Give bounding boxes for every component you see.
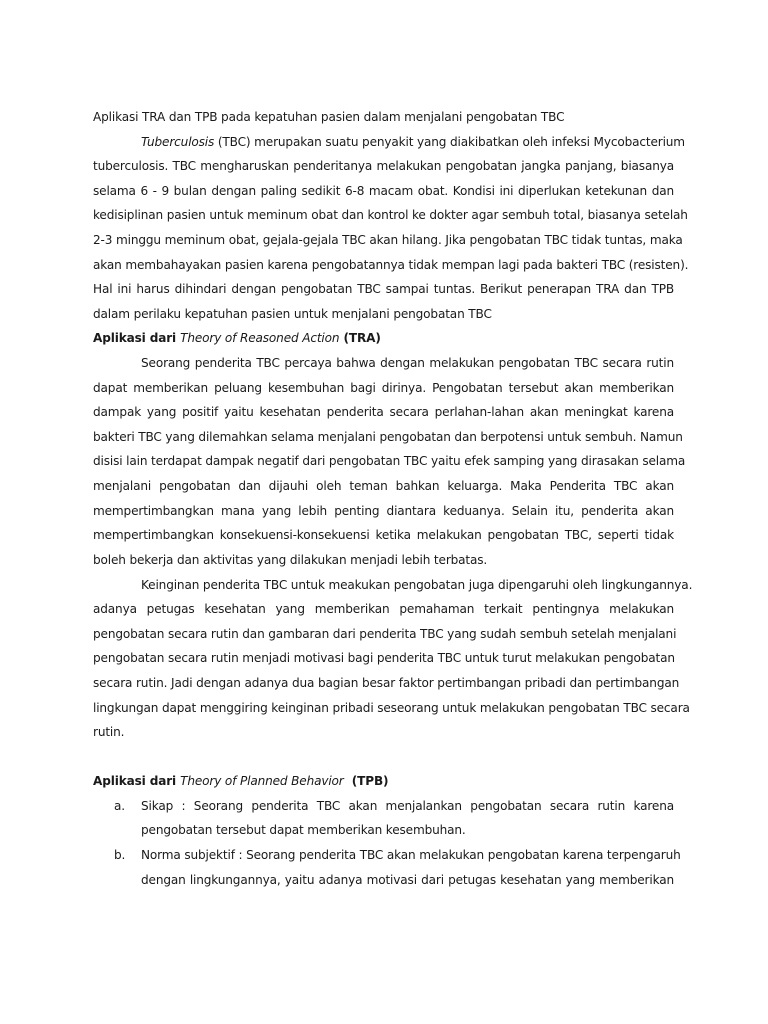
intro-italic-term: Tuberculosis [141,135,215,149]
tra-para2-line: lingkungan dapat menggiring keinginan pribadi seseorang untuk melakukan pengobatan TBC secara [93,701,690,715]
list-item-line: dengan lingkungannya, yaitu adanya motivasi dari petugas kesehatan yang memberikan [141,873,674,887]
intro-line: akan membahayakan pasien karena pengobatannya tidak mempan lagi pada bakteri TBC (resisten). [93,258,689,272]
tra-para1-line: dampak yang positif yaitu kesehatan penderita secara perlahan-lahan akan meningkat karena [93,405,674,419]
tra-para2-line: rutin. [93,725,125,739]
tra-heading-italic: Theory of Reasoned Action [180,331,340,345]
intro-line-rest: (TBC) merupakan suatu penyakit yang diakibatkan oleh infeksi Mycobacterium [214,135,685,149]
list-item-line: Sikap : Seorang penderita TBC akan menjalankan pengobatan secara rutin karena [141,799,674,813]
intro-line: kedisiplinan pasien untuk meminum obat dan kontrol ke dokter agar sembuh total, biasanya setelah [93,208,688,222]
list-item-marker: b. [114,848,126,862]
list-item-line: Norma subjektif : Seorang penderita TBC akan melakukan pengobatan karena terpengaruh [141,848,681,862]
intro-line [141,132,685,152]
tra-para2-line: Keinginan penderita TBC untuk meakukan pengobatan juga dipengaruhi oleh lingkungannya. [141,578,693,592]
list-item-marker: a. [114,799,125,813]
intro-line: tuberculosis. TBC mengharuskan penderitanya melakukan pengobatan jangka panjang, biasanya [93,159,674,173]
tra-para1-line: mempertimbangkan mana yang lebih penting diantara keduanya. Selain itu, penderita akan [93,504,674,518]
list-item-line: pengobatan tersebut dapat memberikan kesembuhan. [141,823,466,837]
tra-para2-line: secara rutin. Jadi dengan adanya dua bagian besar faktor pertimbangan pribadi dan pertimbangan [93,676,680,690]
tra-para1-line: mempertimbangkan konsekuensi-konsekuensi ketika melakukan pengobatan TBC, seperti tidak [93,528,674,542]
tra-para2-line: pengobatan secara rutin menjadi motivasi bagi penderita TBC untuk turut melakukan pengobatan [93,651,675,665]
tra-para1-line: bakteri TBC yang dilemahkan selama menjalani pengobatan dan berpotensi untuk sembuh. Namun [93,430,683,444]
tra-heading: Aplikasi dari Theory of Reasoned Action (TRA) [93,331,381,345]
tra-para1-line: menjalani pengobatan dan dijauhi oleh teman bahkan keluarga. Maka Penderita TBC akan [93,479,674,493]
tra-para2-line: adanya petugas kesehatan yang memberikan pemahaman terkait pentingnya melakukan [93,602,674,616]
intro-line: Hal ini harus dihindari dengan pengobatan TBC sampai tuntas. Berikut penerapan TRA dan TPB [93,282,674,296]
intro-line: dalam perilaku kepatuhan pasien untuk menjalani pengobatan TBC [93,307,492,321]
document-title: Aplikasi TRA dan TPB pada kepatuhan pasien dalam menjalani pengobatan TBC [93,110,565,124]
tpb-heading: Aplikasi dari Theory of Planned Behavior (TPB) [93,774,389,788]
tra-para1-line: Seorang penderita TBC percaya bahwa dengan melakukan pengobatan TBC secara rutin [141,356,674,370]
intro-line: selama 6 - 9 bulan dengan paling sedikit 6-8 macam obat. Kondisi ini diperlukan ketekunan dan [93,184,674,198]
tpb-heading-italic: Theory of Planned Behavior [180,774,344,788]
intro-line: 2-3 minggu meminum obat, gejala-gejala TBC akan hilang. Jika pengobatan TBC tidak tuntas, maka [93,233,683,247]
tra-para2-line: pengobatan secara rutin dan gambaran dari penderita TBC yang sudah sembuh setelah menjalani [93,627,677,641]
tra-para1-line: disisi lain terdapat dampak negatif dari pengobatan TBC yaitu efek samping yang dirasakan selama [93,454,686,468]
tra-para1-line: dapat memberikan peluang kesembuhan bagi dirinya. Pengobatan tersebut akan memberikan [93,381,674,395]
tra-para1-line: boleh bekerja dan aktivitas yang dilakukan menjadi lebih terbatas. [93,553,488,567]
